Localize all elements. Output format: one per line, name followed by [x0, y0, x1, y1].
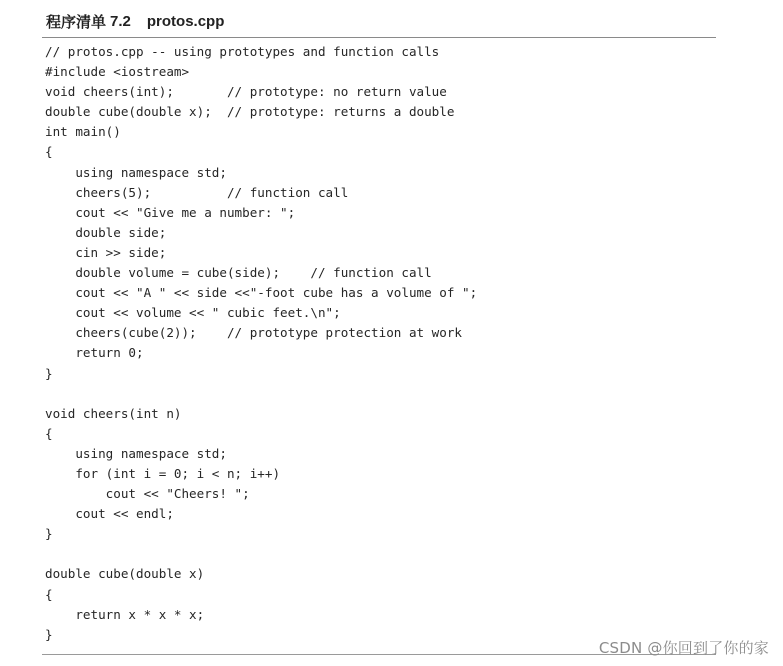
code-line: cout << "Cheers! "; [45, 486, 250, 502]
code-listing [45, 42, 477, 645]
code-line: cheers(cube(2)); // prototype protection at work [45, 325, 463, 341]
code-line: double side; [45, 224, 167, 240]
code-line: { [45, 586, 53, 602]
code-line: for (int i = 0; i < n; i++) [45, 465, 281, 481]
listing-header [46, 10, 224, 32]
code-line: } [45, 365, 53, 381]
code-line: cout << volume << " cubic feet.\n"; [45, 305, 341, 321]
code-line: cout << "A " << side <<"-foot cube has a volume of "; [45, 285, 478, 301]
code-line [45, 384, 477, 404]
code-line: cin >> side; [45, 244, 167, 260]
code-line: double cube(double x) [45, 566, 205, 582]
top-divider [42, 37, 716, 38]
code-line: } [45, 626, 53, 642]
code-line: double volume = cube(side); // function call [45, 265, 432, 281]
listing-filename: protos.cpp [146, 12, 225, 30]
code-line: { [45, 144, 53, 160]
code-line: void cheers(int); // prototype: no return value [45, 84, 447, 100]
code-line: #include <iostream> [45, 64, 190, 80]
code-line: using namespace std; [45, 164, 227, 180]
listing-label: 程序清单 [46, 12, 107, 31]
code-line: return x * x * x; [45, 606, 205, 622]
code-line: cout << endl; [45, 506, 174, 522]
code-line: int main() [45, 124, 121, 140]
code-line: double cube(double x); // prototype: returns a double [45, 104, 455, 120]
code-line: cheers(5); // function call [45, 184, 349, 200]
code-line: cout << "Give me a number: "; [45, 204, 296, 220]
code-line: // protos.cpp -- using prototypes and function calls [45, 44, 440, 59]
code-line [45, 544, 477, 564]
code-line: { [45, 425, 53, 441]
code-line: return 0; [45, 345, 144, 361]
code-line: } [45, 526, 53, 542]
code-line: void cheers(int n) [45, 405, 182, 421]
code-line: using namespace std; [45, 445, 227, 461]
listing-number: 7.2 [110, 12, 131, 30]
watermark: CSDN @你回到了你的家 [598, 639, 769, 657]
